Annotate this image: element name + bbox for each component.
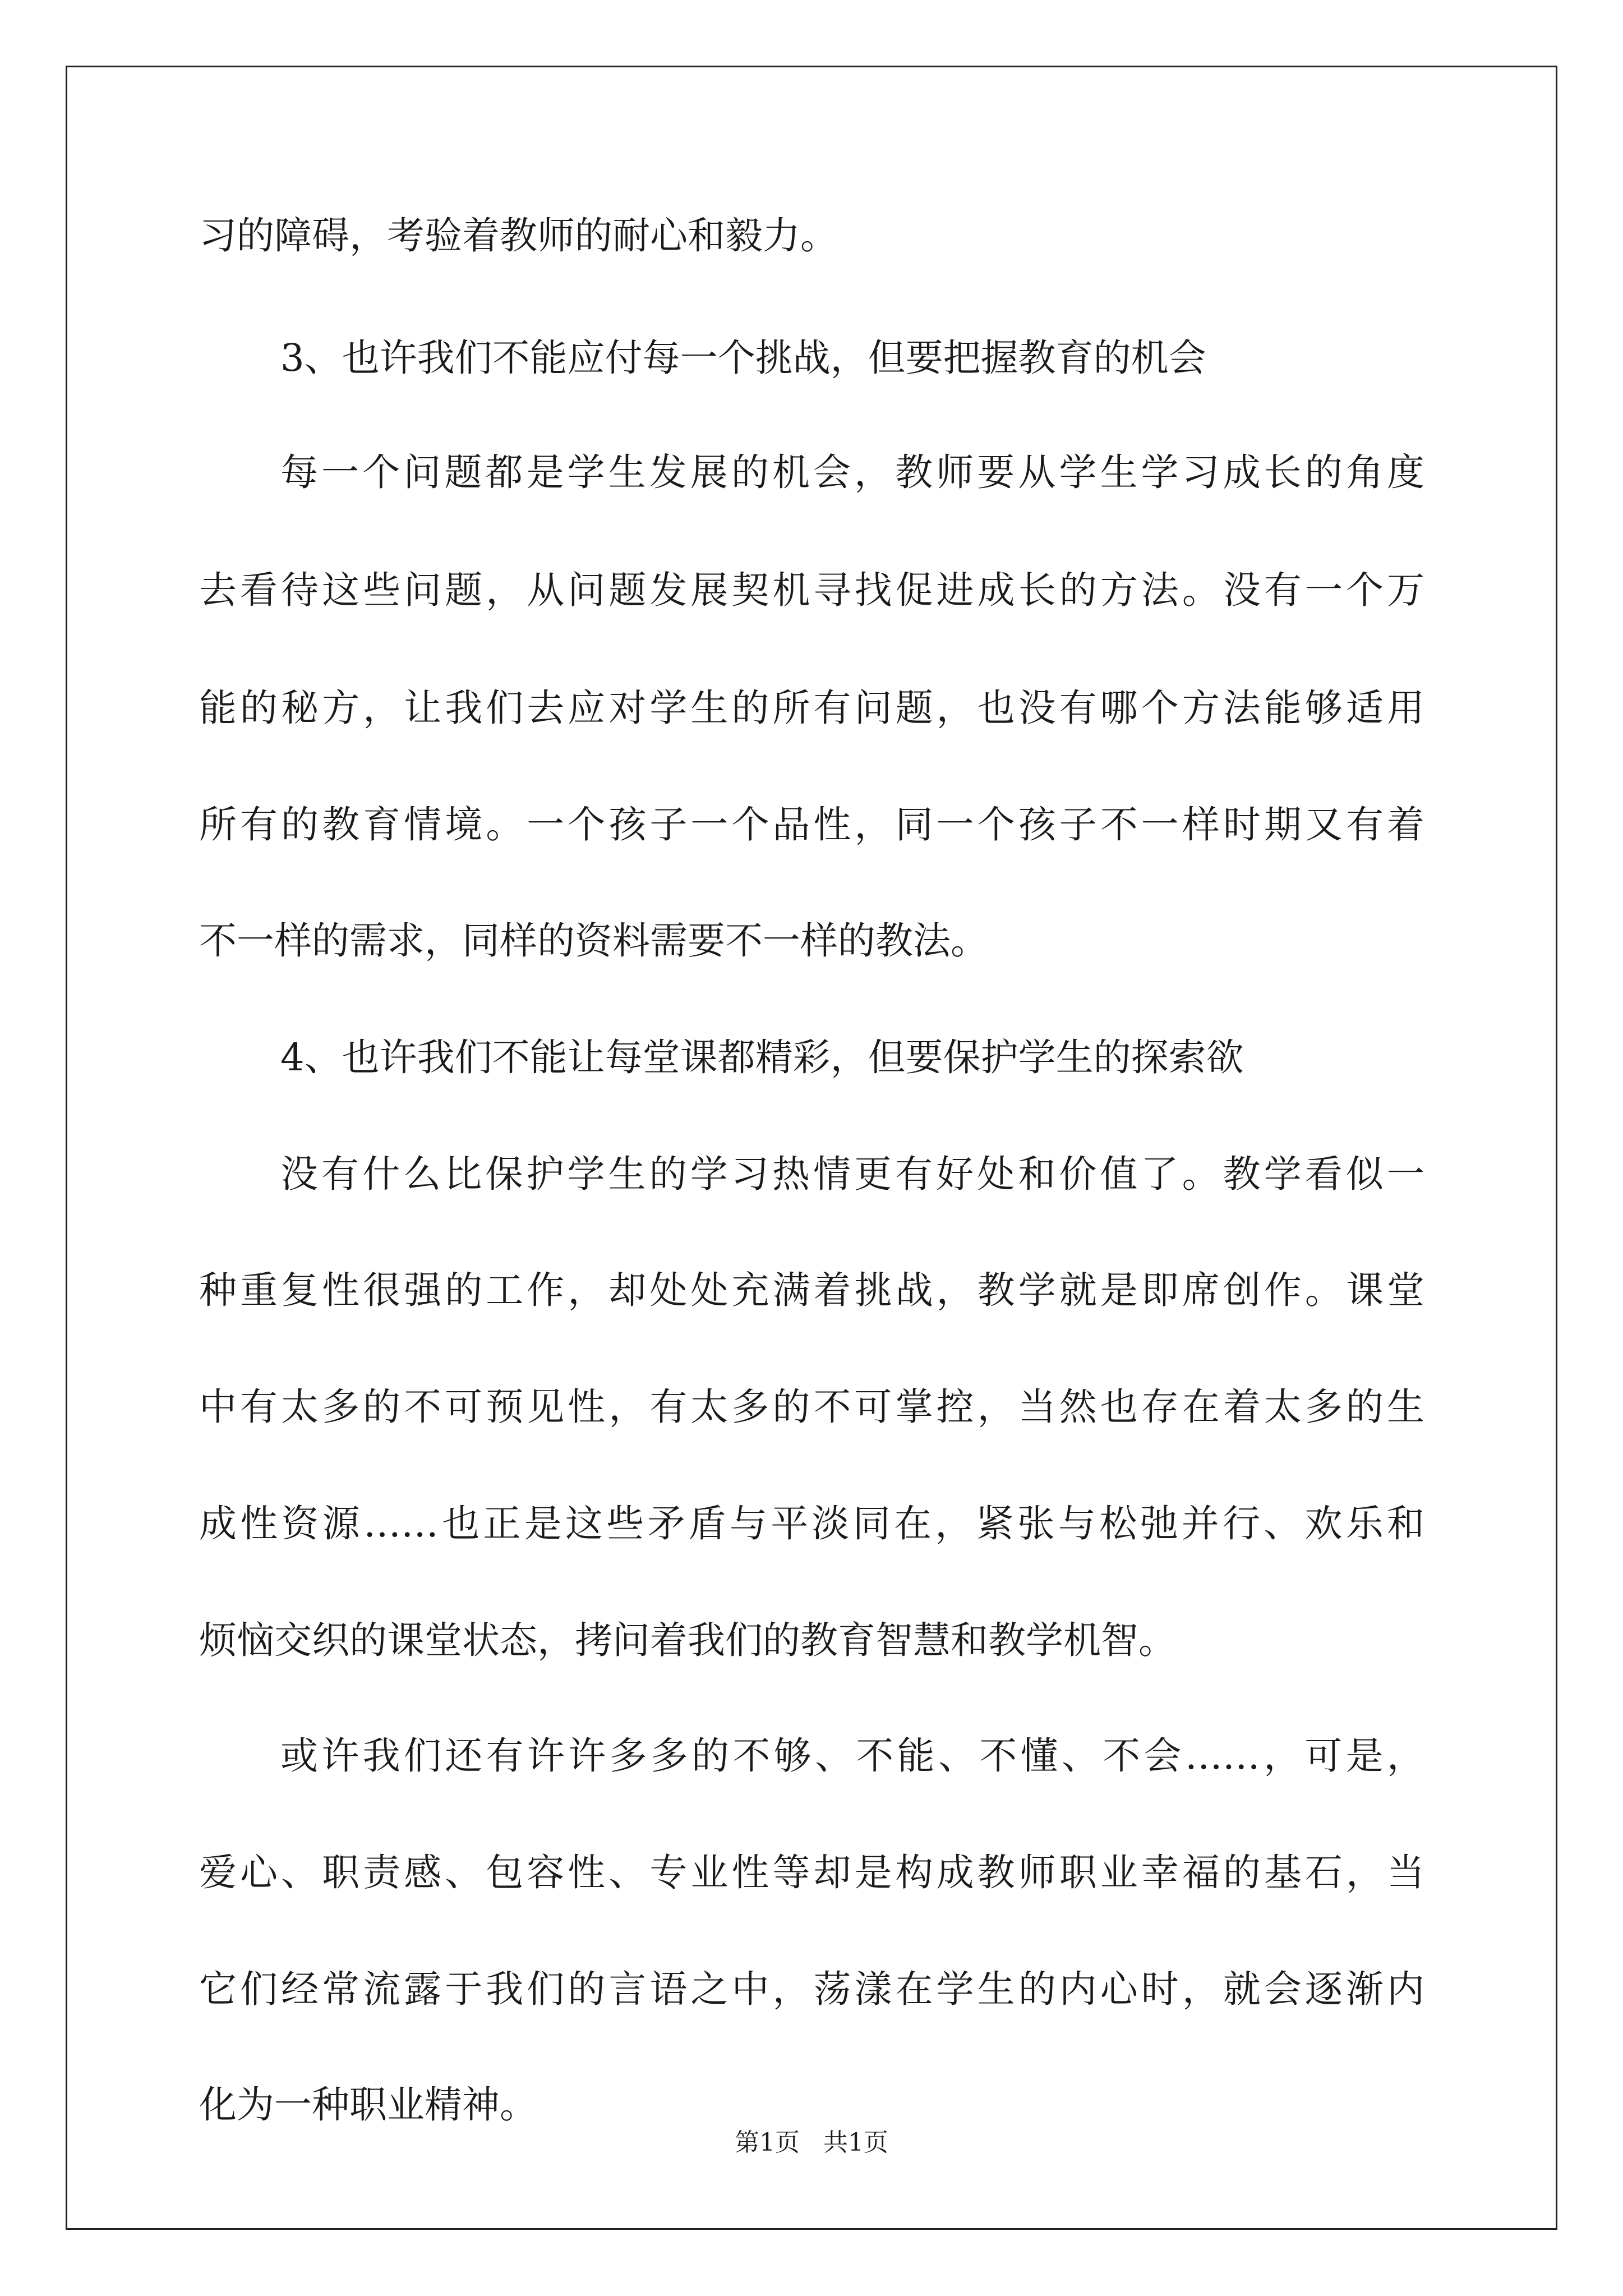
text-line: 习的障碍，考验着教师的耐心和毅力。 [199, 214, 838, 257]
section-heading: 3、也许我们不能应付每一个挑战，但要把握教育的机会 [280, 336, 1206, 380]
text-line: 成性资源……也正是这些矛盾与平淡同在，紧张与松弛并行、欢乐和 [199, 1502, 1424, 1545]
text-line: 不一样的需求，同样的资料需要不一样的教法。 [199, 919, 988, 963]
page-footer [0, 2126, 1623, 2160]
text-line: 中有太多的不可预见性，有太多的不可掌控，当然也存在着太多的生 [199, 1385, 1424, 1429]
text-line: 爱心、职责感、包容性、专业性等却是构成教师职业幸福的基石，当 [199, 1851, 1424, 1894]
text-line: 化为一种职业精神。 [199, 2083, 537, 2127]
page-number: 第1页 [735, 2128, 800, 2157]
text-line: 能的秘方，让我们去应对学生的所有问题，也没有哪个方法能够适用 [199, 686, 1424, 730]
text-line: 每一个问题都是学生发展的机会，教师要从学生学习成长的角度 [280, 450, 1424, 494]
text-line: 或许我们还有许许多多的不够、不能、不懂、不会……，可是， [280, 1734, 1424, 1778]
text-line: 去看待这些问题，从问题发展契机寻找促进成长的方法。没有一个万 [199, 568, 1424, 612]
text-line: 没有什么比保护学生的学习热情更有好处和价值了。教学看似一 [280, 1152, 1424, 1196]
text-line: 种重复性很强的工作，却处处充满着挑战，教学就是即席创作。课堂 [199, 1268, 1424, 1312]
section-heading: 4、也许我们不能让每堂课都精彩，但要保护学生的探索欲 [280, 1036, 1244, 1079]
text-line: 所有的教育情境。一个孩子一个品性，同一个孩子不一样时期又有着 [199, 803, 1424, 846]
page-total: 共1页 [823, 2128, 888, 2157]
text-line: 它们经常流露于我们的言语之中，荡漾在学生的内心时，就会逐渐内 [199, 1967, 1424, 2011]
text-line: 烦恼交织的课堂状态，拷问着我们的教育智慧和教学机智。 [199, 1618, 1176, 1662]
